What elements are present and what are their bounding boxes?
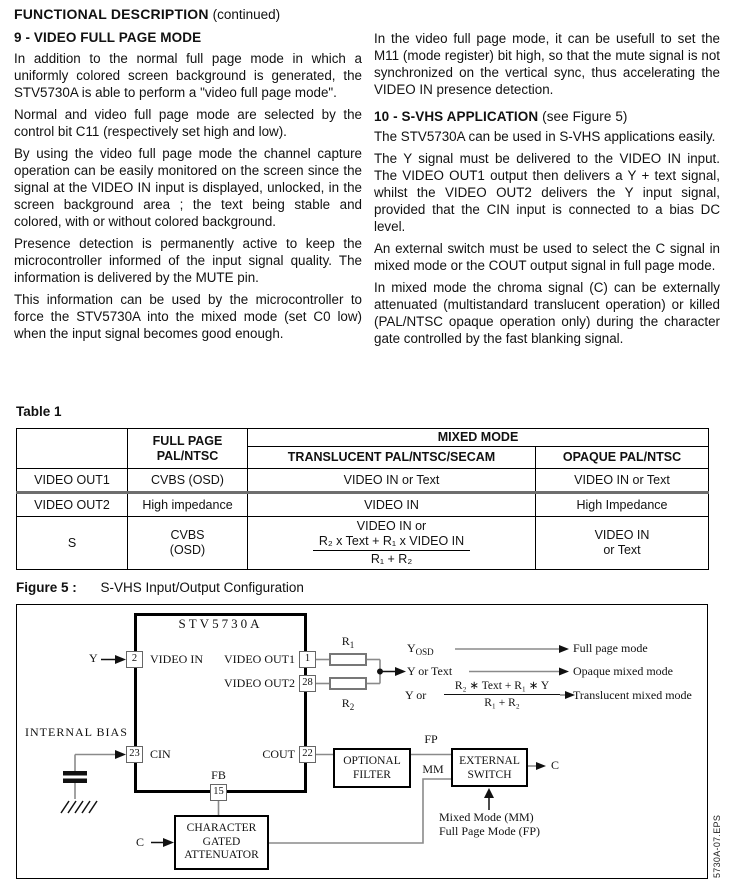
section-10-heading-note: (see Figure 5): [542, 109, 628, 124]
c-output-label: C: [551, 758, 560, 772]
row3-numerator: R₂ ∗ Text + R₁ ∗ Y: [444, 679, 560, 695]
cell-translucent: VIDEO IN: [248, 493, 536, 517]
yosd-base: Y: [407, 641, 416, 655]
cell-signal: VIDEO OUT1: [17, 469, 128, 493]
figure5-caption-label: Figure 5 :: [16, 580, 77, 595]
formula-denominator: R₁ + R₂: [370, 552, 413, 566]
r2-base: R: [341, 696, 350, 710]
paragraph: Normal and video full page mode are selected by the control bit C11 (respectively set high and low).: [14, 107, 362, 139]
cell-opaque-line2: or Text: [603, 543, 641, 557]
header-full-page-line2: PAL/NTSC: [156, 448, 219, 463]
left-column: [14, 30, 362, 347]
yosd-sub: OSD: [415, 647, 434, 657]
formula-numerator: R₂ x Text + R₁ x VIDEO IN: [313, 534, 470, 551]
mode-translucent-mixed: Translucent mixed mode: [573, 688, 692, 702]
header-cell-opaque: OPAQUE PAL/NTSC: [536, 447, 709, 469]
paragraph: In mixed mode the chroma signal (C) can be externally attenuated (multistandard translucent operation) or killed (PAL/NTSC opaque operation only) during the character gate controlled by the fast blanking signal.: [374, 280, 720, 346]
section-10-heading: [374, 109, 720, 124]
page-title-note: (continued): [212, 7, 281, 22]
external-switch-box: [451, 748, 528, 787]
paragraph: The STV5730A can be used in S-VHS applications easily.: [374, 129, 716, 144]
chip-name: STV5730A: [178, 616, 263, 631]
fp-label: FP: [424, 732, 438, 746]
pin-video-out2: 28: [299, 675, 316, 692]
pin-cout: 22: [299, 746, 316, 763]
pin-fb: 15: [210, 784, 227, 801]
output-row3-prefix: Y or: [405, 688, 427, 702]
paragraph: An external switch must be used to select the C signal in mixed mode or the COUT output signal in full page mode.: [374, 241, 720, 273]
section-10-heading-bold: 10 - S-VHS APPLICATION: [374, 109, 539, 124]
paragraph: In addition to the normal full page mode in which a uniformly colored screen background is generated, the STV5730A is able to perform a "video full page mode".: [14, 51, 362, 100]
cell-full-page-line1: CVBS: [170, 528, 205, 542]
table-row: [17, 517, 709, 570]
header-cell-mixed-mode: MIXED MODE: [248, 429, 709, 447]
pin-video-in: 2: [126, 651, 143, 668]
cell-full-page: [128, 517, 248, 570]
cell-full-page-line2: (OSD): [169, 543, 206, 557]
r1-sub: 1: [349, 640, 355, 650]
formula-intro: VIDEO IN or: [356, 519, 427, 533]
resistor-r1: [329, 653, 367, 666]
mode-full-page: Full page mode: [573, 641, 648, 655]
pin-label-video-out2: VIDEO OUT2: [224, 676, 295, 690]
paragraph: This information can be used by the microcontroller to force the STV5730A into the mixed mode (set C0 low) when the input signal becomes good enough.: [14, 292, 362, 341]
mm-label: MM: [422, 762, 444, 776]
cell-opaque: High Impedance: [536, 493, 709, 517]
paragraph: In the video full page mode, it can be usefull to set the M11 (mode register) bit high, so that the mute signal is not synchronized on the vertical sync, thus accelerating the VIDEO IN presence detection.: [374, 31, 720, 97]
pin-label-cin: CIN: [150, 747, 171, 761]
output-y-or-text: Y or Text: [407, 664, 453, 678]
internal-bias-label: INTERNAL BIAS: [25, 725, 128, 739]
table-header-row: [17, 429, 709, 447]
cell-opaque: [536, 517, 709, 570]
pin-cin: 23: [126, 746, 143, 763]
section-9-heading: 9 - VIDEO FULL PAGE MODE: [14, 30, 202, 45]
switch-note-line2: Full Page Mode (FP): [439, 824, 541, 838]
cell-signal: S: [17, 517, 128, 570]
attenuator-line1: CHARACTER: [186, 822, 257, 835]
y-input-label: Y: [89, 651, 98, 665]
table-row: [17, 469, 709, 493]
row3-denominator: R₁ + R₂: [484, 697, 520, 709]
page-title: [14, 6, 280, 22]
header-cell-translucent: TRANSLUCENT PAL/NTSC/SECAM: [248, 447, 536, 469]
output-yosd-label: [407, 642, 434, 656]
figure5-caption: [16, 580, 304, 595]
resistor-r2-label: [329, 697, 367, 711]
paragraph: Presence detection is permanently active to keep the microcontroller informed of the input signal quality. The information is delivered by the MUTE pin.: [14, 236, 362, 285]
eps-reference: 5730A-07.EPS: [712, 814, 722, 878]
right-column: [374, 30, 720, 352]
output-row3-fraction: [444, 679, 560, 711]
header-cell-full-page: [128, 429, 248, 469]
chip-box: [134, 613, 307, 793]
paragraph: By using the video full page mode the channel capture operation can be easily monitored on the screen since the signal at the VIDEO IN input is displayed, unlocked, in the screen background area ; the text being stable and colored, with or without colored background.: [14, 146, 362, 229]
switch-note-line1: Mixed Mode (MM): [439, 810, 534, 824]
cell-full-page: CVBS (OSD): [128, 469, 248, 493]
ground-icon: [61, 801, 97, 813]
page-title-bold: FUNCTIONAL DESCRIPTION: [14, 6, 209, 22]
c-input-label: C: [136, 835, 145, 849]
header-cell-empty: [17, 429, 128, 469]
pin-video-out1: 1: [299, 651, 316, 668]
external-switch-line2: SWITCH: [467, 768, 512, 781]
optional-filter-line2: FILTER: [353, 769, 391, 781]
pin-label-video-out1: VIDEO OUT1: [224, 652, 295, 666]
resistor-r2: [329, 677, 367, 690]
header-full-page-line1: FULL PAGE: [152, 433, 223, 448]
cell-signal: VIDEO OUT2: [17, 493, 128, 517]
paragraph: The Y signal must be delivered to the VIDEO IN input. The VIDEO OUT1 output then delivers a Y + text signal, whilst the VIDEO OUT2 delivers the Y input signal, provided that the CIN input is connected to a bias DC level.: [374, 151, 720, 234]
attenuator-line3: ATTENUATOR: [184, 849, 259, 862]
pin-label-fb: FB: [211, 768, 226, 782]
pin-label-cout: COUT: [262, 747, 295, 761]
table1: [16, 428, 709, 570]
table1-label: Table 1: [16, 404, 62, 419]
optional-filter-line1: OPTIONAL: [343, 755, 401, 767]
cell-translucent: VIDEO IN or Text: [248, 469, 536, 493]
attenuator-line2: GATED: [202, 835, 241, 848]
cell-opaque-line1: VIDEO IN: [594, 528, 650, 542]
mode-opaque-mixed: Opaque mixed mode: [573, 664, 673, 678]
cell-full-page: High impedance: [128, 493, 248, 517]
resistor-r1-label: [329, 635, 367, 649]
external-switch-line1: EXTERNAL: [459, 754, 520, 767]
optional-filter-box: [333, 748, 411, 788]
figure5-diagram: [16, 604, 708, 879]
table-row: [17, 493, 709, 517]
r2-sub: 2: [349, 702, 355, 712]
cell-translucent-formula: [248, 517, 536, 570]
attenuator-box: [174, 815, 269, 870]
formula-fraction: [313, 534, 470, 567]
pin-label-video-in: VIDEO IN: [150, 652, 203, 666]
cell-opaque: VIDEO IN or Text: [536, 469, 709, 493]
figure5-caption-text: S-VHS Input/Output Configuration: [100, 580, 304, 595]
r1-base: R: [341, 634, 350, 648]
